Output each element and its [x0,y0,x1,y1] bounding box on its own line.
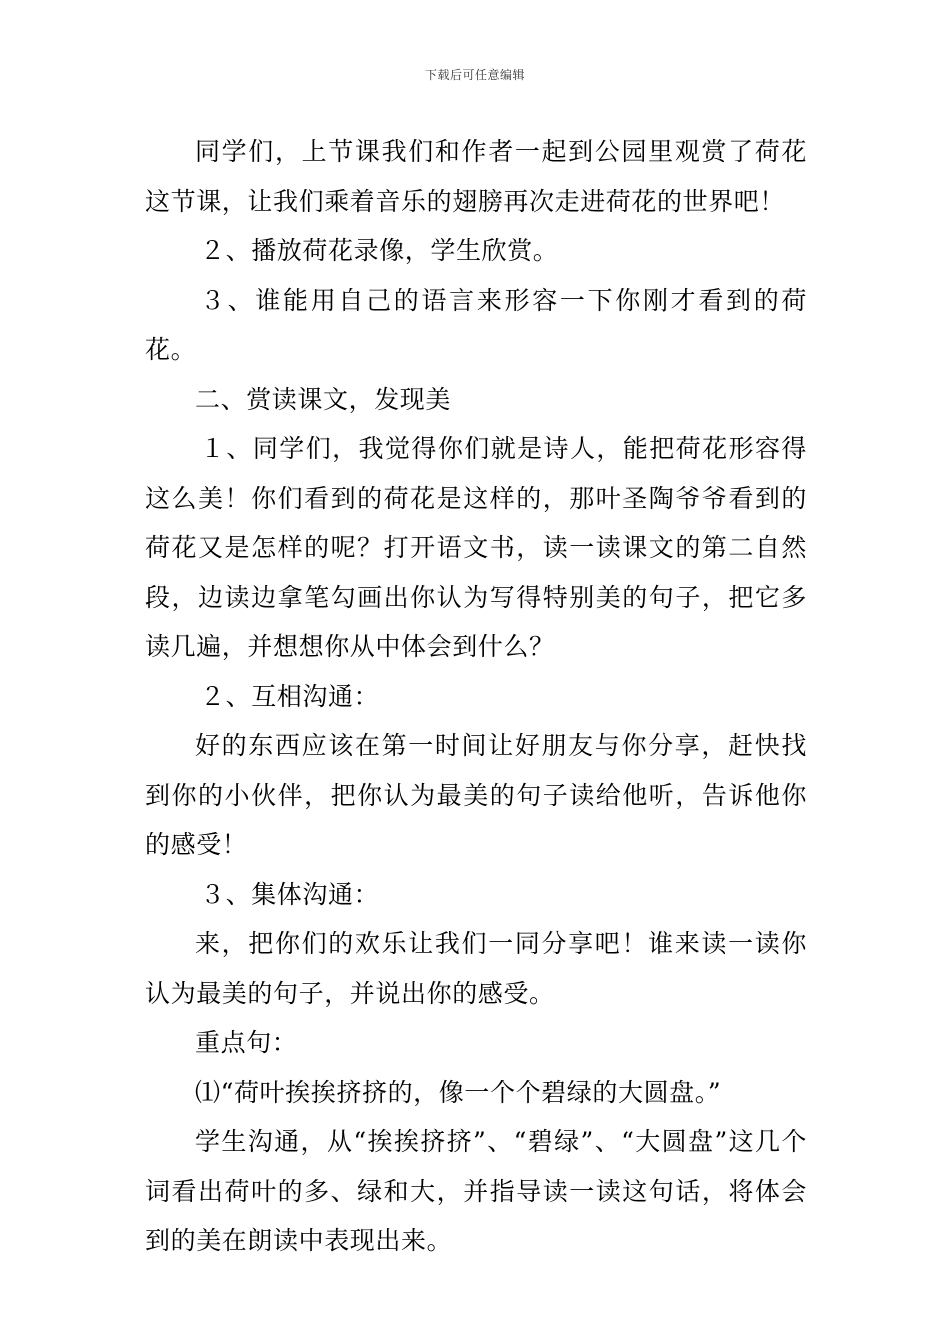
document-body [145,127,807,1266]
paragraph-mutual-communication: ２、互相沟通： [200,681,380,711]
section-heading: 二、赏读课文，发现美 [195,384,452,414]
paragraph-reading-task: １、同学们，我觉得你们就是诗人，能把荷花形容得这么美！你们看到的荷花是这样的，那叶圣陶爷爷看到的荷花又是怎样的呢？打开语文书，读一读课文的第二自然段，边读边拿笔勾画出你认为写得特别美的句子，把它多读几遍，并想想你从中体会到什么？ [145,434,807,661]
paragraph-key-sentence-1: ⑴“荷叶挨挨挤挤的，像一个个碧绿的大圆盘。” [195,1077,722,1107]
paragraph-intro: 同学们，上节课我们和作者一起到公园里观赏了荷花这节课，让我们乘着音乐的翅膀再次走进荷花的世界吧！ [145,137,807,216]
paragraph-step-2: ２、播放荷花录像，学生欣赏。 [200,236,559,265]
paragraph-share: 好的东西应该在第一时间让好朋友与你分享，赶快找到你的小伙伴，把你认为最美的句子读给他听，告诉他你的感受！ [145,731,807,859]
paragraph-group-share: 来，把你们的欢乐让我们一同分享吧！谁来读一读你认为最美的句子，并说出你的感受。 [145,929,807,1008]
paragraph-student-discussion: 学生沟通，从“挨挨挤挤”、“碧绿”、“大圆盘”这几个词看出荷叶的多、绿和大，并指导读一读这句话，将体会到的美在朗读中表现出来。 [145,1127,807,1255]
paragraph-step-3: ３、谁能用自己的语言来形容一下你刚才看到的荷花。 [145,285,807,364]
paragraph-group-communication: ３、集体沟通： [200,879,380,909]
header-note: 下载后可任意编辑 [424,68,525,82]
paragraph-key-sentence-label: 重点句： [195,1028,298,1057]
